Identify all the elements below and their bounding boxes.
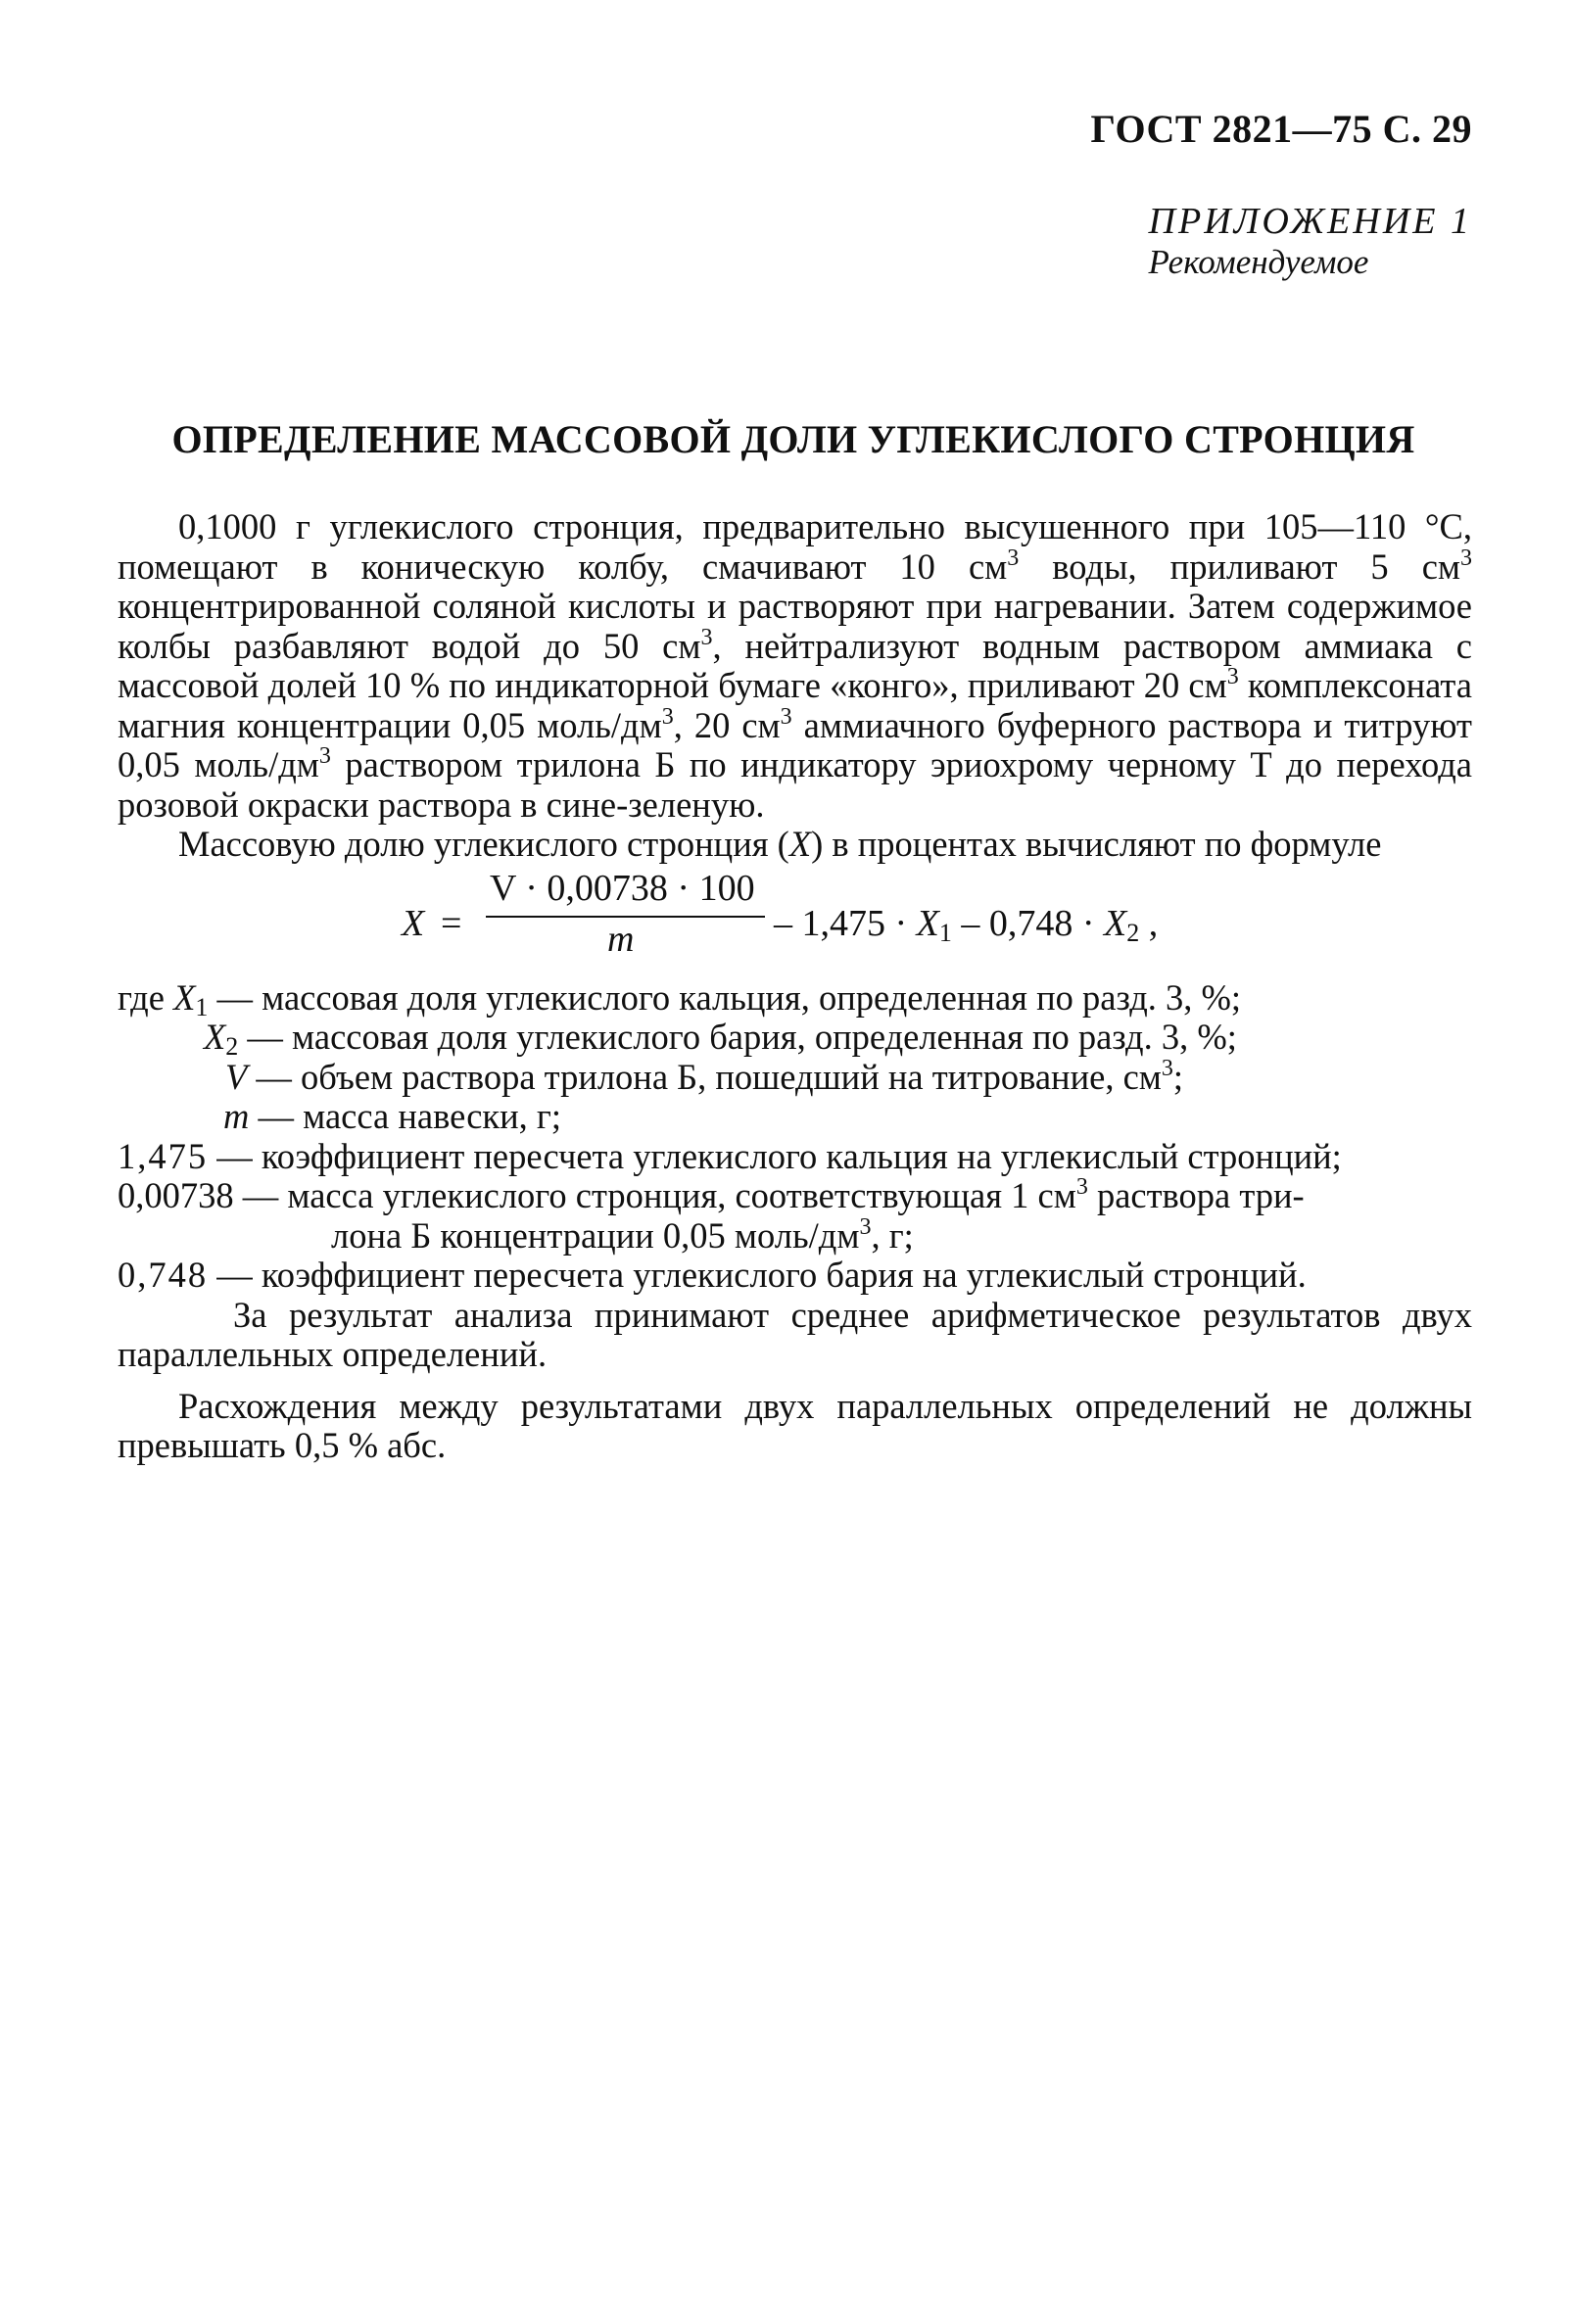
definition-000738: 0,00738 — масса углекислого стронция, соответствующая 1 $см^3$ раствора три- <box>118 1174 1305 1215</box>
definition-v: V — объем раствора трилона Б, пошедший на титрование, $см^3$; <box>225 1055 1184 1097</box>
formula-denominator: m <box>607 918 635 960</box>
formula-intro-paragraph: Массовую долю углекислого стронция (X) в процентах вычисляют по формуле <box>178 824 1382 864</box>
definition-1475: 1,475 — коэффициент пересчета углекислого кальция на углекислый стронций; <box>118 1135 1342 1176</box>
definitions-list <box>118 978 1472 1296</box>
appendix-label: ПРИЛОЖЕНИЕ 1 <box>1148 201 1472 242</box>
formula-block <box>118 869 1472 978</box>
page-header: ГОСТ 2821—75 С. 29 <box>1090 107 1472 151</box>
definition-0748: 0,748 — коэффициент пересчета углекислого бария на углекислый стронций. <box>118 1255 1307 1295</box>
section-title: ОПРЕДЕЛЕНИЕ МАССОВОЙ ДОЛИ УГЛЕКИСЛОГО СТРОНЦИЯ <box>171 417 1415 461</box>
body-text <box>118 507 1472 1466</box>
formula-numerator: V · 0,00738 · 100 <box>490 867 755 909</box>
formula-equals: = <box>441 902 462 944</box>
tolerance-paragraph: Расхождения между результатами двух параллельных определений не должны превышать 0,5 % абс. <box>118 1385 1472 1465</box>
result-paragraph: За результат анализа принимают среднее арифметическое результатов двух параллельных определений. <box>118 1294 1472 1374</box>
fraction-bar <box>486 916 765 918</box>
appendix-status: Рекомендуемое <box>1148 243 1369 281</box>
appendix-label-block <box>1149 201 1472 283</box>
definition-000738-continued: лона Б концентрации 0,05 моль/$дм^3$, г; <box>331 1213 914 1256</box>
definition-m: m — масса навески, г; <box>223 1096 562 1136</box>
definition-x1: где $X_1$ — массовая доля углекислого кальция, определенная по разд. 3, %; <box>118 976 1242 1021</box>
formula-remainder: – $1,475 \cdot X_1 - 0,748 \cdot X_2$ , <box>774 902 1159 947</box>
procedure-paragraph: 0,1000 г углекислого стронция, предварительно высушенного при 105—110 °С, помещают в коническую колбу, смачивают 10 $см^3$ воды, приливают 5 $см^3$ концентрированной соляной кислоты и растворяют при нагревании. Затем содержимое колбы разбавляют водой до 50 $см^3$, нейтрализуют водным раствором аммиака с массовой долей 10 % по индикаторной бумаге «конго», приливают 20 $см^3$ комплексоната магния концентрации 0,05 моль/$дм^3$, 20 $см^3$ аммиачного буферного раствора и титруют 0,05 моль/$дм^3$ раствором трилона Б по индикатору эриохрому черному Т до перехода розовой окраски раствора в сине-зеленую. <box>118 506 1472 825</box>
definition-x2: $X_2$ — массовая доля углекислого бария, определенная по разд. 3, %; <box>204 1017 1237 1061</box>
formula-lhs: X <box>402 902 425 944</box>
